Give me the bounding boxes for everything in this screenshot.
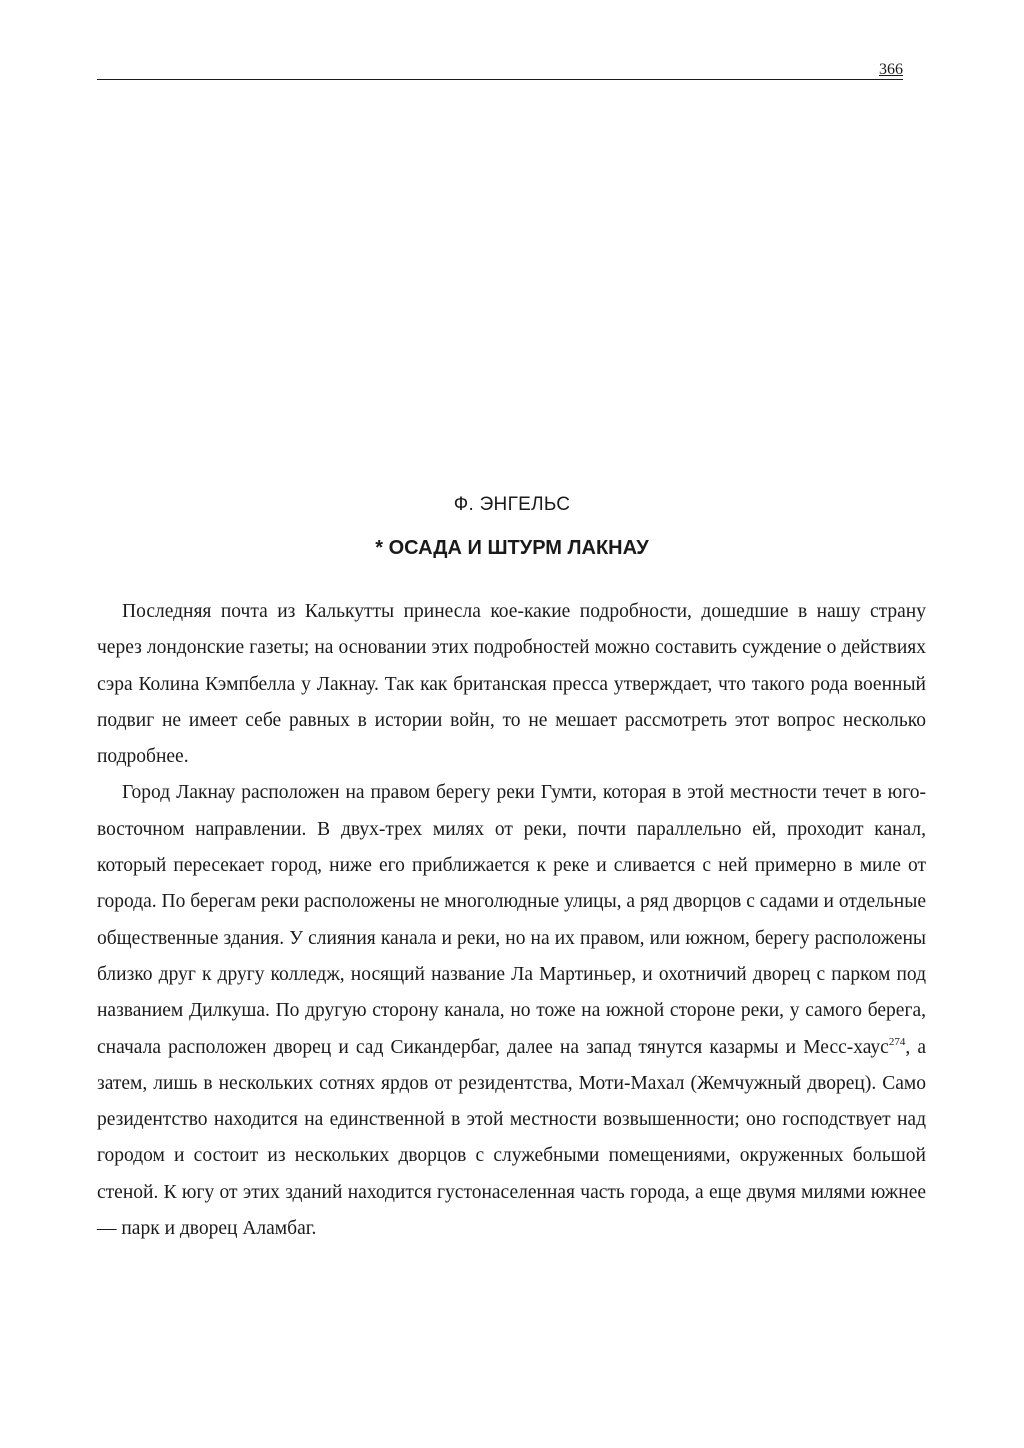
paragraph-2 [97,775,926,1247]
footnote-reference[interactable]: 274 [888,1035,906,1048]
page-header [97,60,903,80]
author-name: Ф. ЭНГЕЛЬС [453,494,571,515]
article-body [97,594,926,1247]
paragraph-2-text-before-note: Город Лакнау расположен на правом берегу реки Гумти, которая в этой местности течет в юго-восточном направлении. В двух-трех милях от реки, почти параллельно ей, проходит канал, который пересекает город, ниже его приближается к реке и сливается с ней примерно в миле от города. По берегам реки расположены не многолюдные улицы, а ряд дворцов с садами и отдельные общественные здания. У слияния канала и реки, но на их правом, или южном, берегу расположены близко друг к другу колледж, носящий название Ла Мартиньер, и охотничий дворец с парком под названием Дилкуша. По другую сторону канала, но тоже на южной стороне реки, у самого берега, сначала расположен дворец и сад Сикандербаг, далее на запад тянутся казармы и Месс-хаус [97,782,926,1058]
paragraph-2-text-after-note: , а затем, лишь в нескольких сотнях ярдов от резидентства, Моти-Махал (Жемчужный дворец). Само резидентство находится на единственной в этой местности возвышенности; оно господствует над городом и состоит из нескольких дворцов с служебными помещениями, окруженных большой стеной. К югу от этих зданий находится густонаселенная часть города, а еще двумя милями южнее — парк и дворец Аламбаг. [97,1036,926,1240]
article-title: * ОСАДА И ШТУРМ ЛАКНАУ [375,537,649,559]
page-number: 366 [879,61,903,78]
paragraph-1: Последняя почта из Калькутты принесла кое-какие подробности, дошедшие в нашу страну через лондонские газеты; на основании этих подробностей можно составить суждение о действиях сэра Колина Кэмпбелла у Лакнау. Так как британская пресса утверждает, что такого рода военный подвиг не имеет себе равных в истории войн, то не мешает рассмотреть этот вопрос несколько подробнее. [97,601,926,768]
